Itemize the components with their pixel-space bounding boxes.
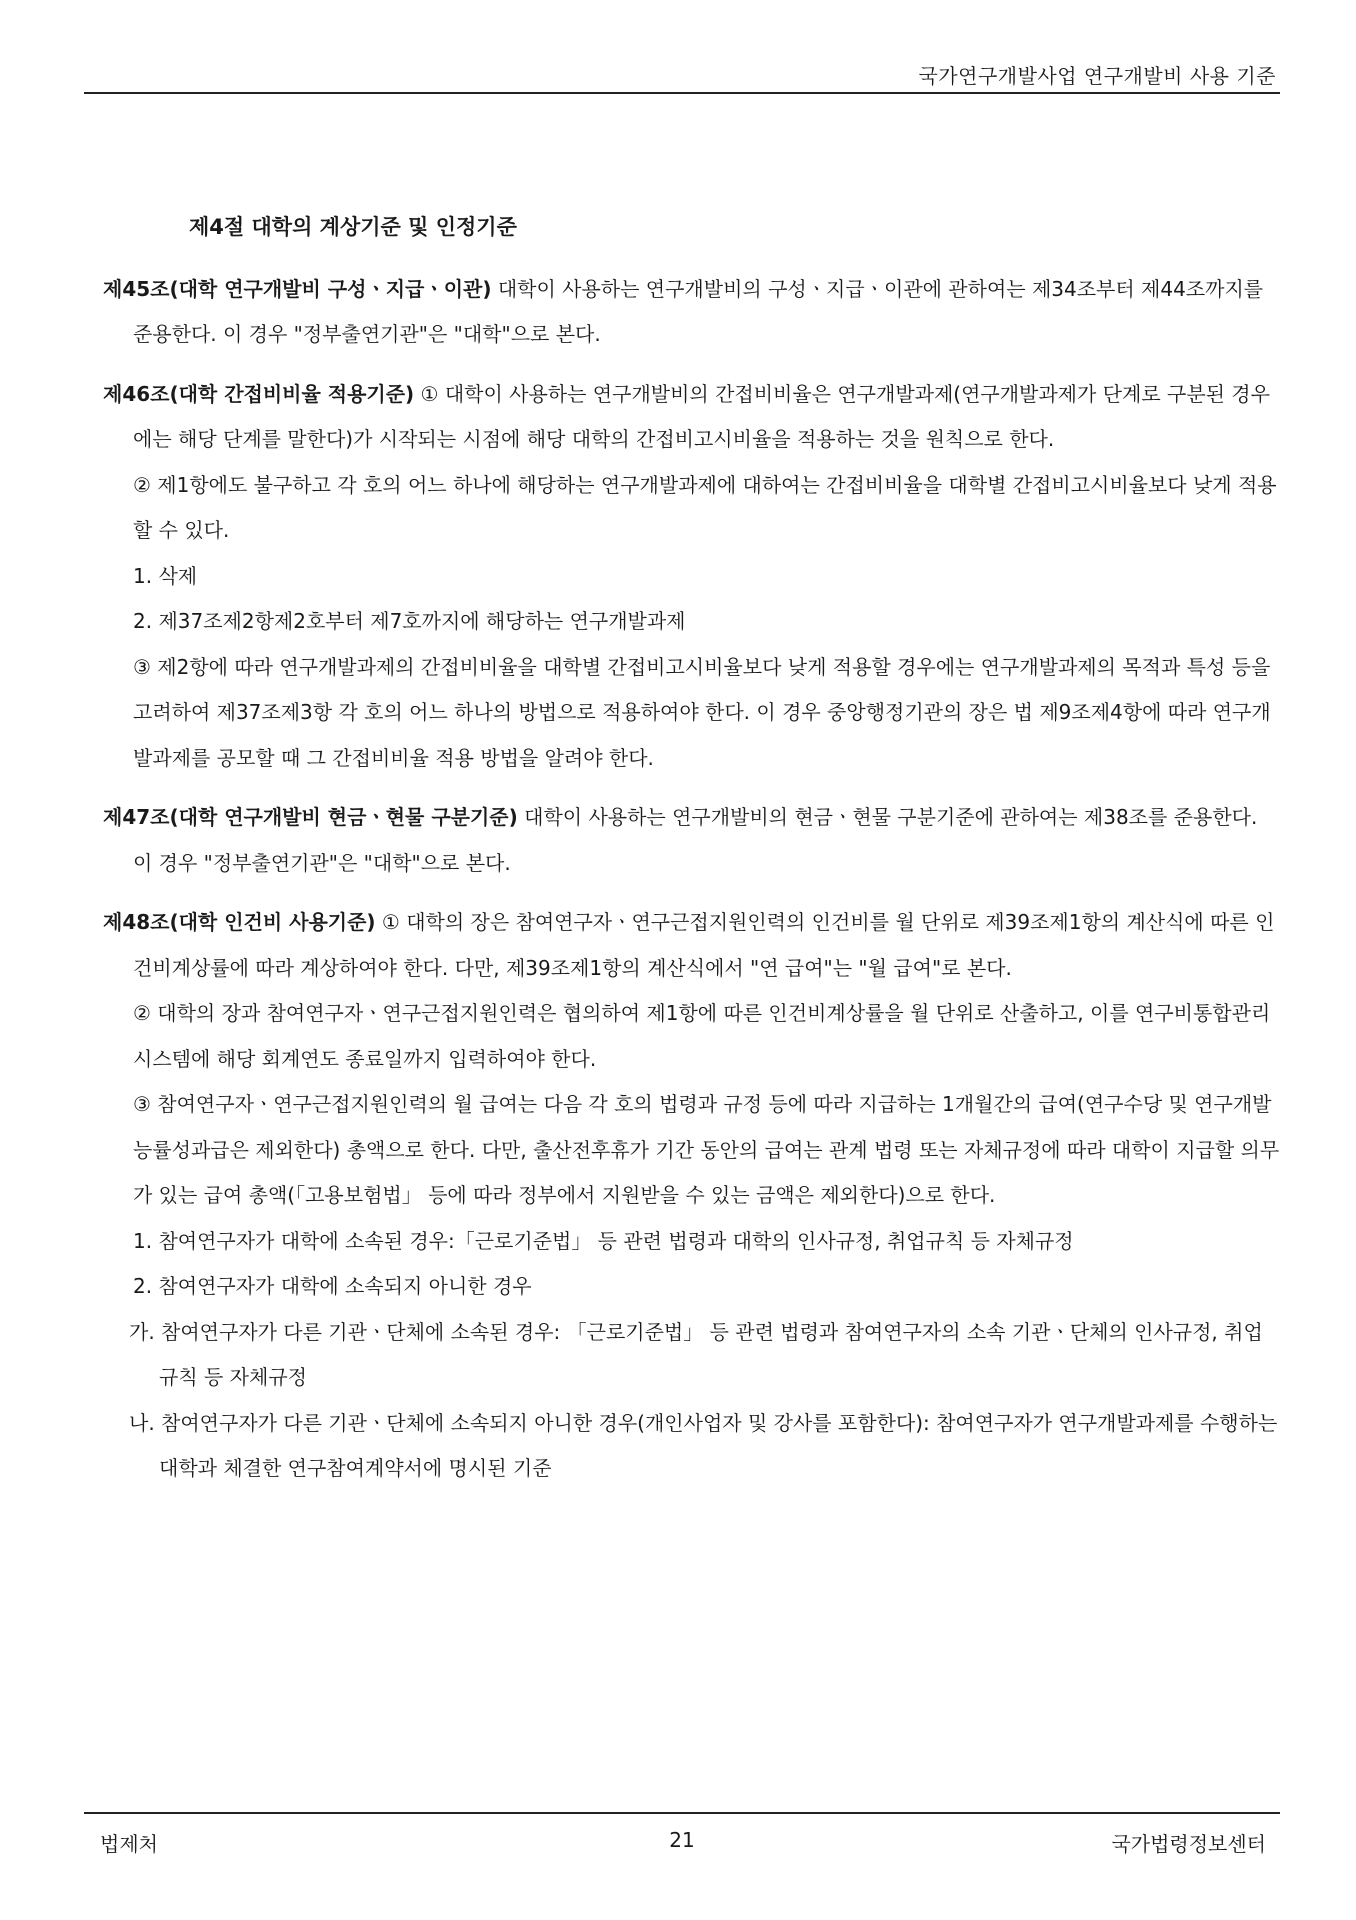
- article-heading: 제46조(대학 간접비비율 적용기준): [103, 381, 415, 406]
- page-header: [84, 58, 1280, 94]
- article-heading: 제47조(대학 연구개발비 현금ㆍ현물 구분기준): [103, 805, 518, 829]
- article-text: 대학이 사용하는 연구개발비의 현금ㆍ현물 구분기준에 관하여는 제38조를 준용한다. 이 경우 "정부출연기관"은 "대학"으로 본다.: [133, 805, 1258, 875]
- list-item: 1. 참여연구자가 대학에 소속된 경우:「근로기준법」 등 관련 법령과 대학의 인사규정, 취업규칙 등 자체규정: [133, 1228, 1074, 1253]
- section-title: 제4절 대학의 계상기준 및 인정기준: [189, 215, 517, 239]
- sub-item: 가. 참여연구자가 다른 기관ㆍ단체에 소속된 경우: 「근로기준법」 등 관련 법령과 참여연구자의 소속 기관ㆍ단체의 인사규정, 취업규칙 등 자체규정: [129, 1319, 1263, 1389]
- article-45: [103, 267, 1280, 358]
- paragraph-2: ② 대학의 장과 참여연구자ㆍ연구근접지원인력은 협의하여 제1항에 따른 인건비계상률을 월 단위로 산출하고, 이를 연구비통합관리시스템에 해당 회계연도 종료일까지 입력하여야 한다.: [133, 1001, 1271, 1071]
- list-item: 2. 참여연구자가 대학에 소속되지 아니한 경우: [133, 1274, 532, 1298]
- article-text: 대학이 사용하는 연구개발비의 구성ㆍ지급ㆍ이관에 관하여는 제34조부터 제44조까지를 준용한다. 이 경우 "정부출연기관"은 "대학"으로 본다.: [133, 276, 1264, 346]
- document-body: [103, 205, 1280, 1506]
- footer-publisher: 법제처: [100, 1832, 158, 1856]
- article-text: ① 대학이 사용하는 연구개발비의 간접비비율은 연구개발과제(연구개발과제가 단계로 구분된 경우에는 해당 단계를 말한다)가 시작되는 시점에 해당 대학의 간접비고시비율을 적용하는 것을 원칙으로 한다.: [133, 381, 1270, 451]
- article-heading: 제45조(대학 연구개발비 구성ㆍ지급ㆍ이관): [103, 276, 492, 301]
- sub-item: 나. 참여연구자가 다른 기관ㆍ단체에 소속되지 아니한 경우(개인사업자 및 강사를 포함한다): 참여연구자가 연구개발과제를 수행하는 대학과 체결한 연구참여계약서에 명시된 기준: [129, 1410, 1278, 1480]
- footer-source: 국가법령정보센터: [1111, 1832, 1266, 1856]
- list-item: 2. 제37조제2항제2호부터 제7호까지에 해당하는 연구개발과제: [133, 609, 686, 633]
- article-48: [103, 900, 1280, 1492]
- article-47: [103, 795, 1280, 886]
- page-number: 21: [669, 1828, 695, 1852]
- paragraph-3: ③ 참여연구자ㆍ연구근접지원인력의 월 급여는 다음 각 호의 법령과 규정 등에 따라 지급하는 1개월간의 급여(연구수당 및 연구개발능률성과급은 제외한다) 총액으로 한다. 다만, 출산전후휴가 기간 동안의 급여는 관계 법령 또는 자체규정에 따라 대학이 지급할 의무가 있는 급여 총액(「고용보험법」 등에 따라 정부에서 지원받을 수 있는 금액은 제외한다)으로 한다.: [133, 1092, 1280, 1207]
- article-46: [103, 372, 1280, 782]
- list-item: 1. 삭제: [133, 563, 198, 588]
- page-footer: [84, 1812, 1280, 1864]
- paragraph-2: ② 제1항에도 불구하고 각 호의 어느 하나에 해당하는 연구개발과제에 대하여는 간접비비율을 대학별 간접비고시비율보다 낮게 적용할 수 있다.: [133, 472, 1277, 542]
- document-title: 국가연구개발사업 연구개발비 사용 기준: [918, 64, 1276, 88]
- article-text: ① 대학의 장은 참여연구자ㆍ연구근접지원인력의 인건비를 월 단위로 제39조제1항의 계산식에 따른 인건비계상률에 따라 계상하여야 한다. 다만, 제39조제1항의 계산식에서 "연 급여"는 "월 급여"로 본다.: [133, 910, 1275, 980]
- article-heading: 제48조(대학 인건비 사용기준): [103, 910, 376, 934]
- paragraph-3: ③ 제2항에 따라 연구개발과제의 간접비비율을 대학별 간접비고시비율보다 낮게 적용할 경우에는 연구개발과제의 목적과 특성 등을 고려하여 제37조제3항 각 호의 어느 하나의 방법으로 적용하여야 한다. 이 경우 중앙행정기관의 장은 법 제9조제4항에 따라 연구개발과제를 공모할 때 그 간접비비율 적용 방법을 알려야 한다.: [133, 654, 1271, 770]
